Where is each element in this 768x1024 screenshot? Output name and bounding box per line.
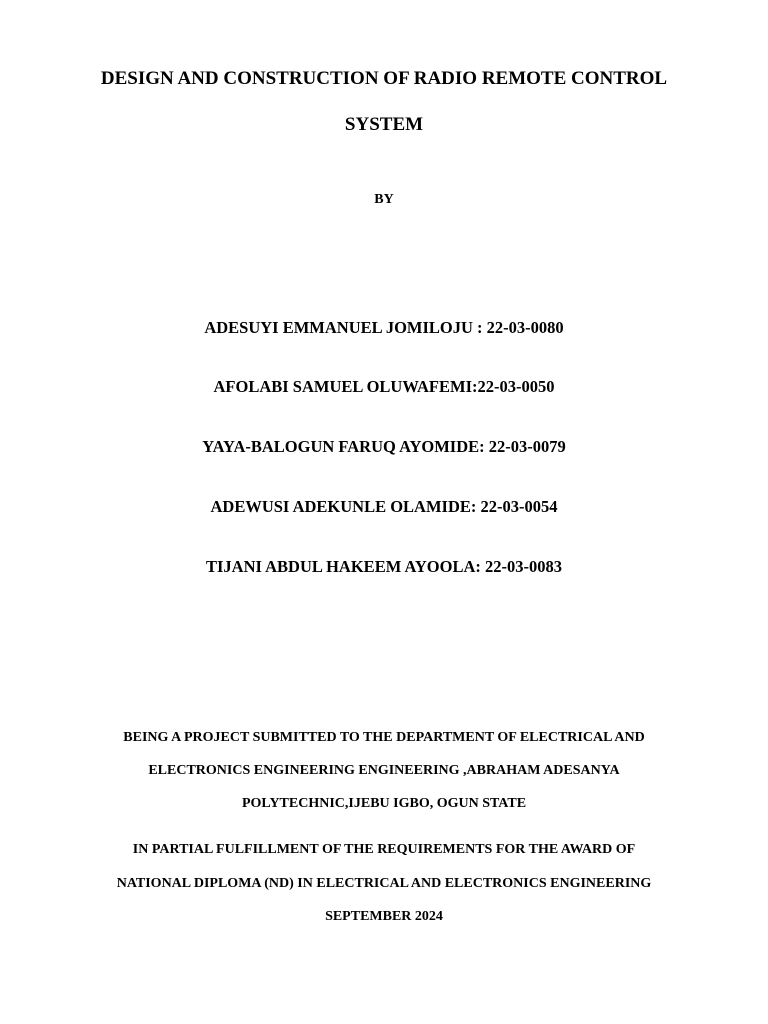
fulfillment-line-2: NATIONAL DIPLOMA (ND) IN ELECTRICAL AND ELECTRONICS ENGINEERING bbox=[116, 876, 652, 891]
author-3: YAYA-BALOGUN FARUQ AYOMIDE: 22-03-0079 bbox=[202, 437, 566, 456]
author-4: ADEWUSI ADEKUNLE OLAMIDE: 22-03-0054 bbox=[210, 497, 558, 516]
fulfillment-line-1: IN PARTIAL FULFILLMENT OF THE REQUIREMENTS FOR THE AWARD OF bbox=[132, 842, 636, 857]
by-label: BY bbox=[374, 192, 394, 207]
author-5: TIJANI ABDUL HAKEEM AYOOLA: 22-03-0083 bbox=[205, 557, 562, 576]
submission-line-2: ELECTRONICS ENGINEERING ENGINEERING ,ABRAHAM ADESANYA bbox=[148, 763, 620, 778]
author-2: AFOLABI SAMUEL OLUWAFEMI:22-03-0050 bbox=[213, 377, 555, 396]
title-line-2: SYSTEM bbox=[344, 114, 424, 135]
submission-line-3: POLYTECHNIC,IJEBU IGBO, OGUN STATE bbox=[241, 796, 527, 811]
author-1: ADESUYI EMMANUEL JOMILOJU : 22-03-0080 bbox=[204, 318, 564, 337]
title-line-1: DESIGN AND CONSTRUCTION OF RADIO REMOTE CONTROL bbox=[100, 68, 668, 89]
submission-date: SEPTEMBER 2024 bbox=[325, 909, 443, 924]
submission-line-1: BEING A PROJECT SUBMITTED TO THE DEPARTMENT OF ELECTRICAL AND bbox=[123, 730, 645, 745]
